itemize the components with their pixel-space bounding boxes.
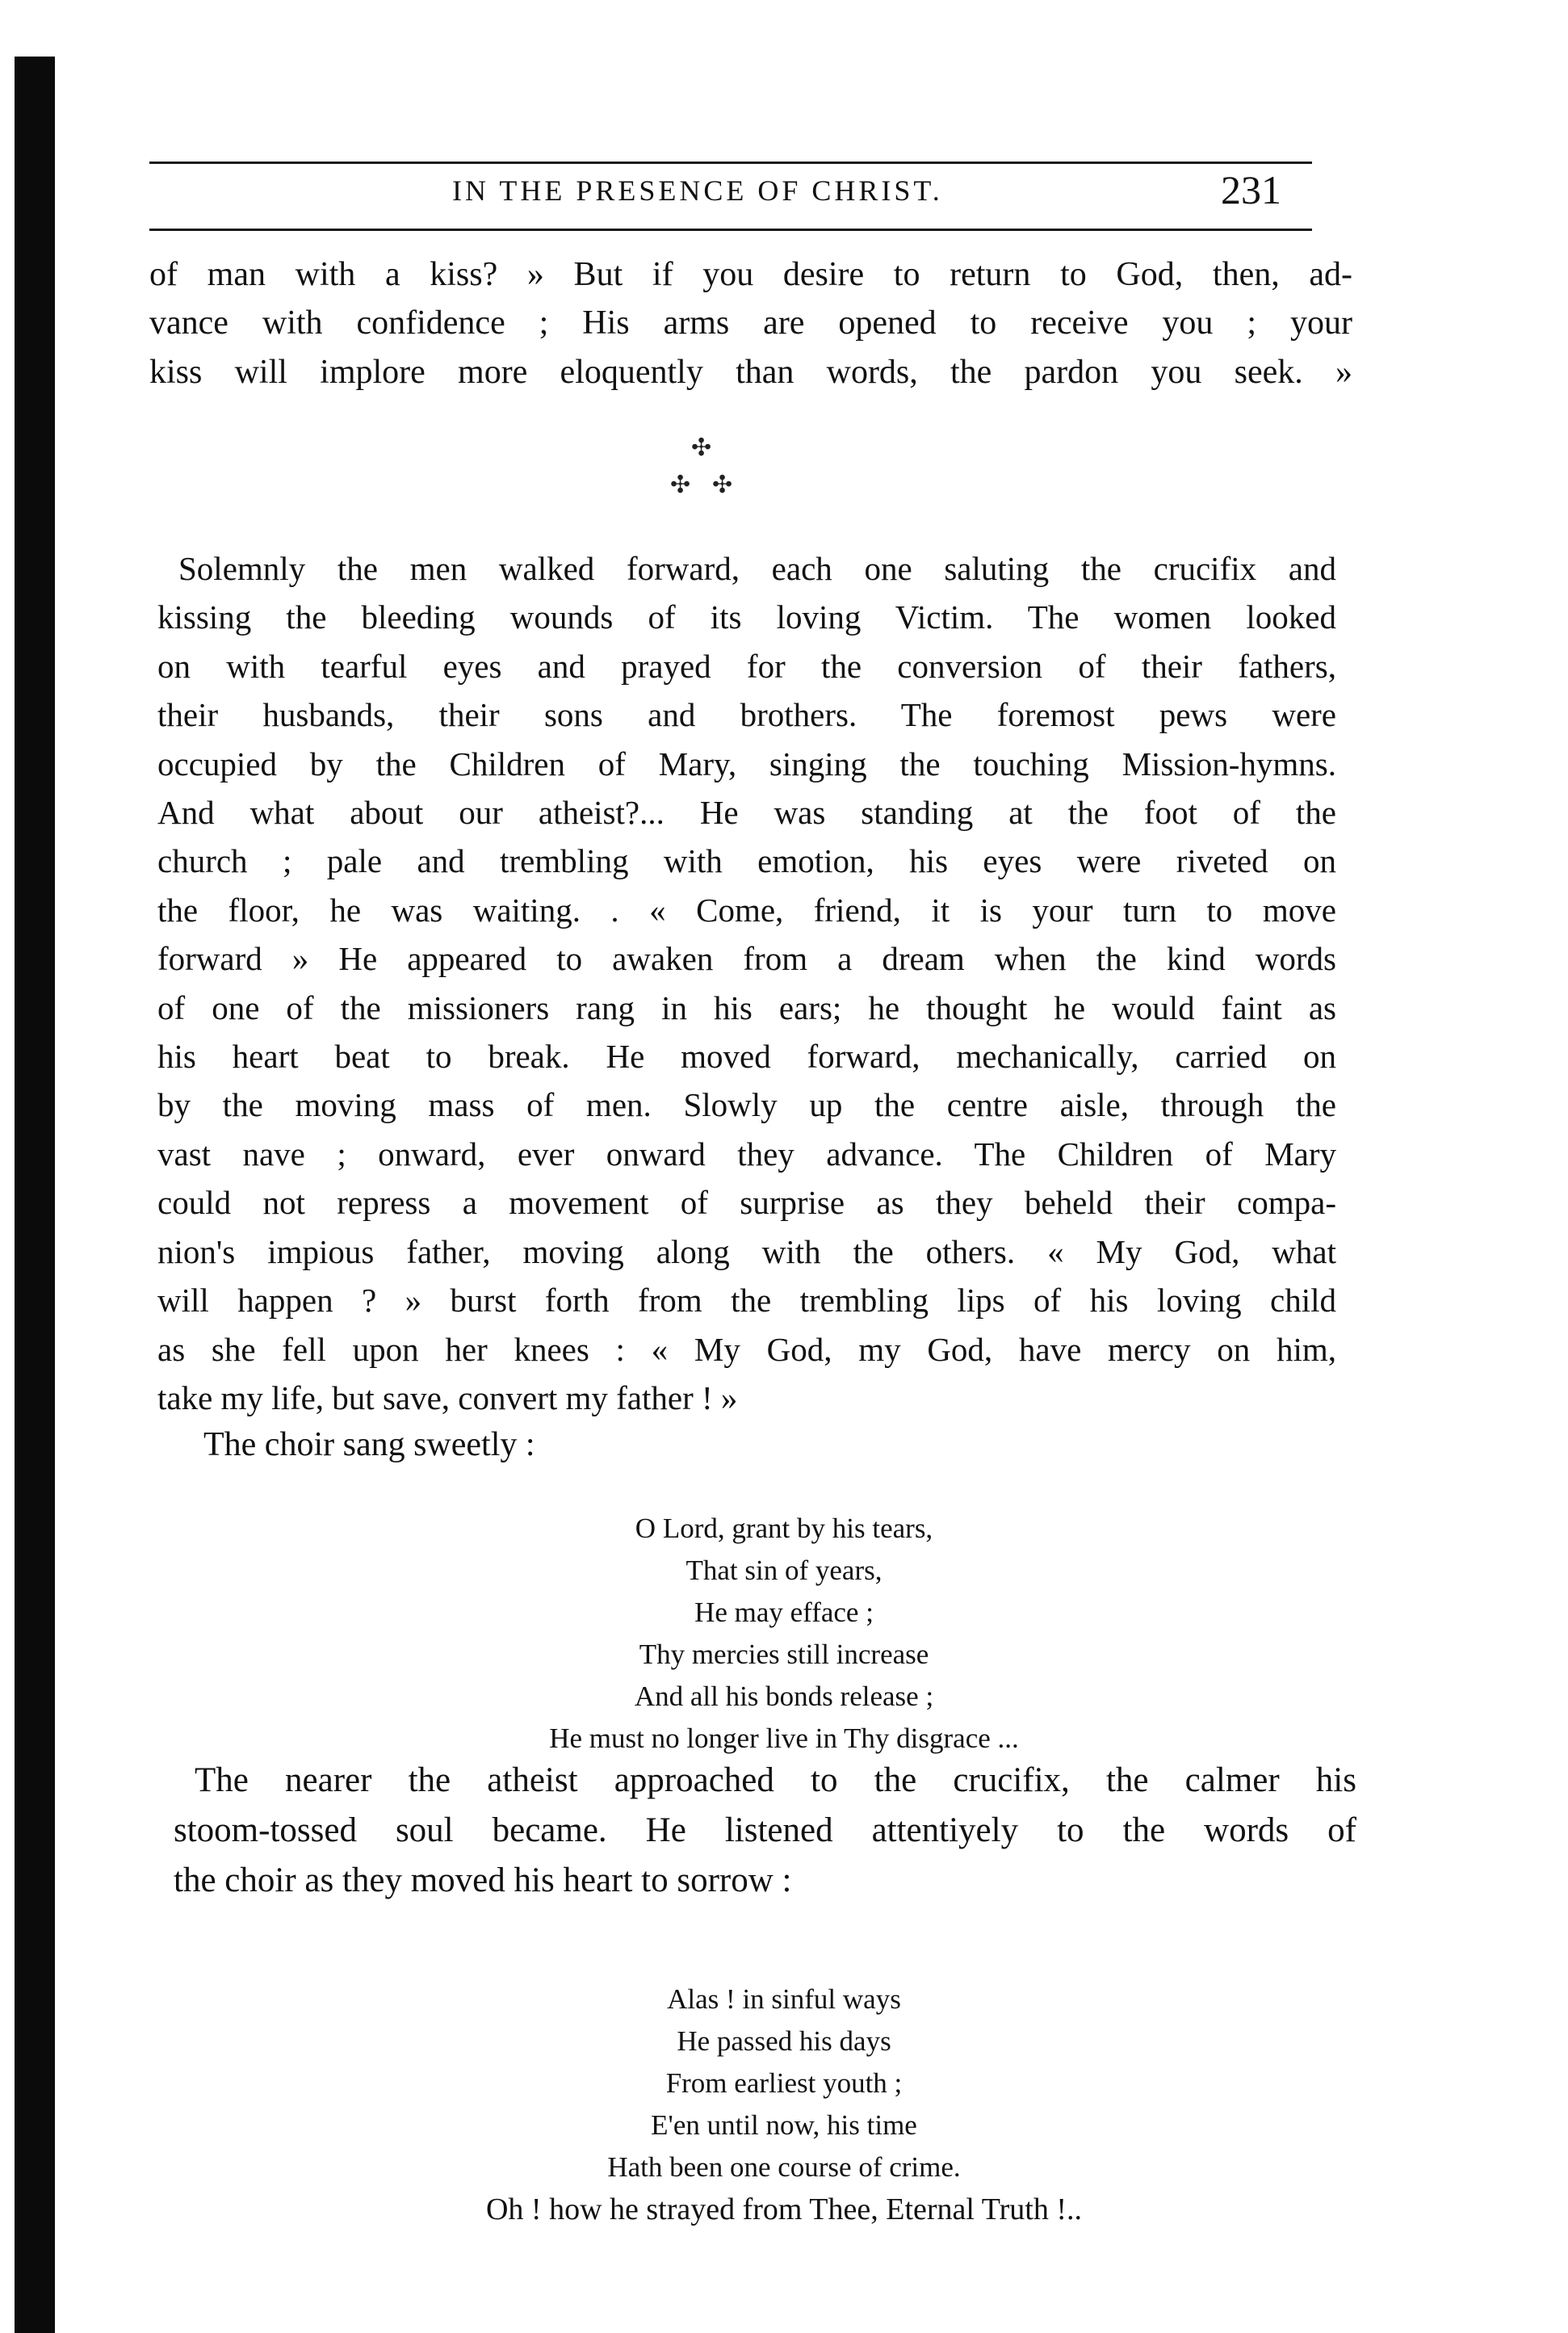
verse-line: Hath been one course of crime. [607, 2151, 961, 2183]
paragraph-nearer [174, 1756, 1356, 1906]
ornament-right-icon: ✣ [712, 471, 733, 499]
section-divider-ornament [646, 436, 775, 509]
text-line: church ; pale and trembling with emotion, his eyes were riveted on [157, 842, 1336, 880]
header-rule-top [149, 162, 1312, 164]
text-line: of one of the missioners rang in his ears; he thought he would faint as [157, 988, 1336, 1026]
text-line: The nearer the atheist approached to the crucifix, the calmer his [195, 1761, 1356, 1799]
paragraph-continuation [149, 250, 1352, 397]
text-line: stoom-tossed soul became. He listened attentiyely to the words of [174, 1811, 1356, 1849]
verse-line: E'en until now, his time [651, 2109, 917, 2141]
text-line: of man with a kiss? » But if you desire to return to God, then, ad- [149, 256, 1352, 293]
running-head: IN THE PRESENCE OF CHRIST. [452, 174, 943, 207]
text-line: kissing the bleeding wounds of its loving Victim. The women looked [157, 598, 1336, 636]
verse-line: He may efface ; [694, 1597, 874, 1628]
text-line: his heart beat to break. He moved forward, mechanically, carried on [157, 1038, 1336, 1076]
verse-line: He must no longer live in Thy disgrace ... [549, 1722, 1019, 1754]
verse-line: That sin of years, [685, 1555, 883, 1586]
paragraph-main [157, 544, 1336, 1422]
text-line: on with tearful eyes and prayed for the conversion of their fathers, [157, 647, 1336, 685]
hymn-verse-2 [0, 1978, 1568, 2230]
text-line: their husbands, their sons and brothers. The foremost pews were [157, 696, 1336, 734]
verse-line: Alas ! in sinful ways [667, 1983, 901, 2015]
choir-intro: The choir sang sweetly : [203, 1426, 535, 1463]
text-line: by the moving mass of men. Slowly up the centre aisle, through the [157, 1086, 1336, 1124]
text-line: vance with confidence ; His arms are opened to receive you ; your [149, 304, 1352, 342]
ornament-top-icon: ✣ [691, 434, 712, 462]
text-line: And what about our atheist?... He was standing at the foot of the [157, 794, 1336, 832]
text-line: could not repress a movement of surprise as they beheld their compa- [157, 1184, 1336, 1222]
verse-line: And all his bonds release ; [634, 1681, 934, 1712]
verse-line: He passed his days [677, 2025, 891, 2057]
text-line: Solemnly the men walked forward, each one saluting the crucifix and [178, 550, 1336, 587]
page-number: 231 [1221, 167, 1281, 212]
text-line: take my life, but save, convert my father ! » [157, 1378, 738, 1416]
verse-line: Thy mercies still increase [639, 1639, 929, 1670]
header-rule-bottom [149, 229, 1312, 231]
verse-line: Oh ! how he strayed from Thee, Eternal Truth !.. [485, 2192, 1083, 2226]
text-line: vast nave ; onward, ever onward they advance. The Children of Mary [157, 1135, 1336, 1173]
verse-line: From earliest youth ; [665, 2067, 903, 2099]
text-line: nion's impious father, moving along with the others. « My God, what [157, 1232, 1336, 1270]
verse-line: O Lord, grant by his tears, [635, 1513, 933, 1544]
text-line: kiss will implore more eloquently than words, the pardon you seek. » [149, 353, 1352, 391]
text-line: will happen ? » burst forth from the trembling lips of his loving child [157, 1282, 1336, 1320]
hymn-verse-1 [0, 1508, 1568, 1760]
text-line: the choir as they moved his heart to sorrow : [174, 1861, 792, 1899]
text-line: as she fell upon her knees : « My God, my God, have mercy on him, [157, 1330, 1336, 1368]
ornament-left-icon: ✣ [670, 471, 691, 499]
text-line: the floor, he was waiting. . « Come, friend, it is your turn to move [157, 891, 1336, 929]
text-line: forward » He appeared to awaken from a dream when the kind words [157, 940, 1336, 978]
text-line: occupied by the Children of Mary, singing the touching Mission-hymns. [157, 745, 1336, 783]
